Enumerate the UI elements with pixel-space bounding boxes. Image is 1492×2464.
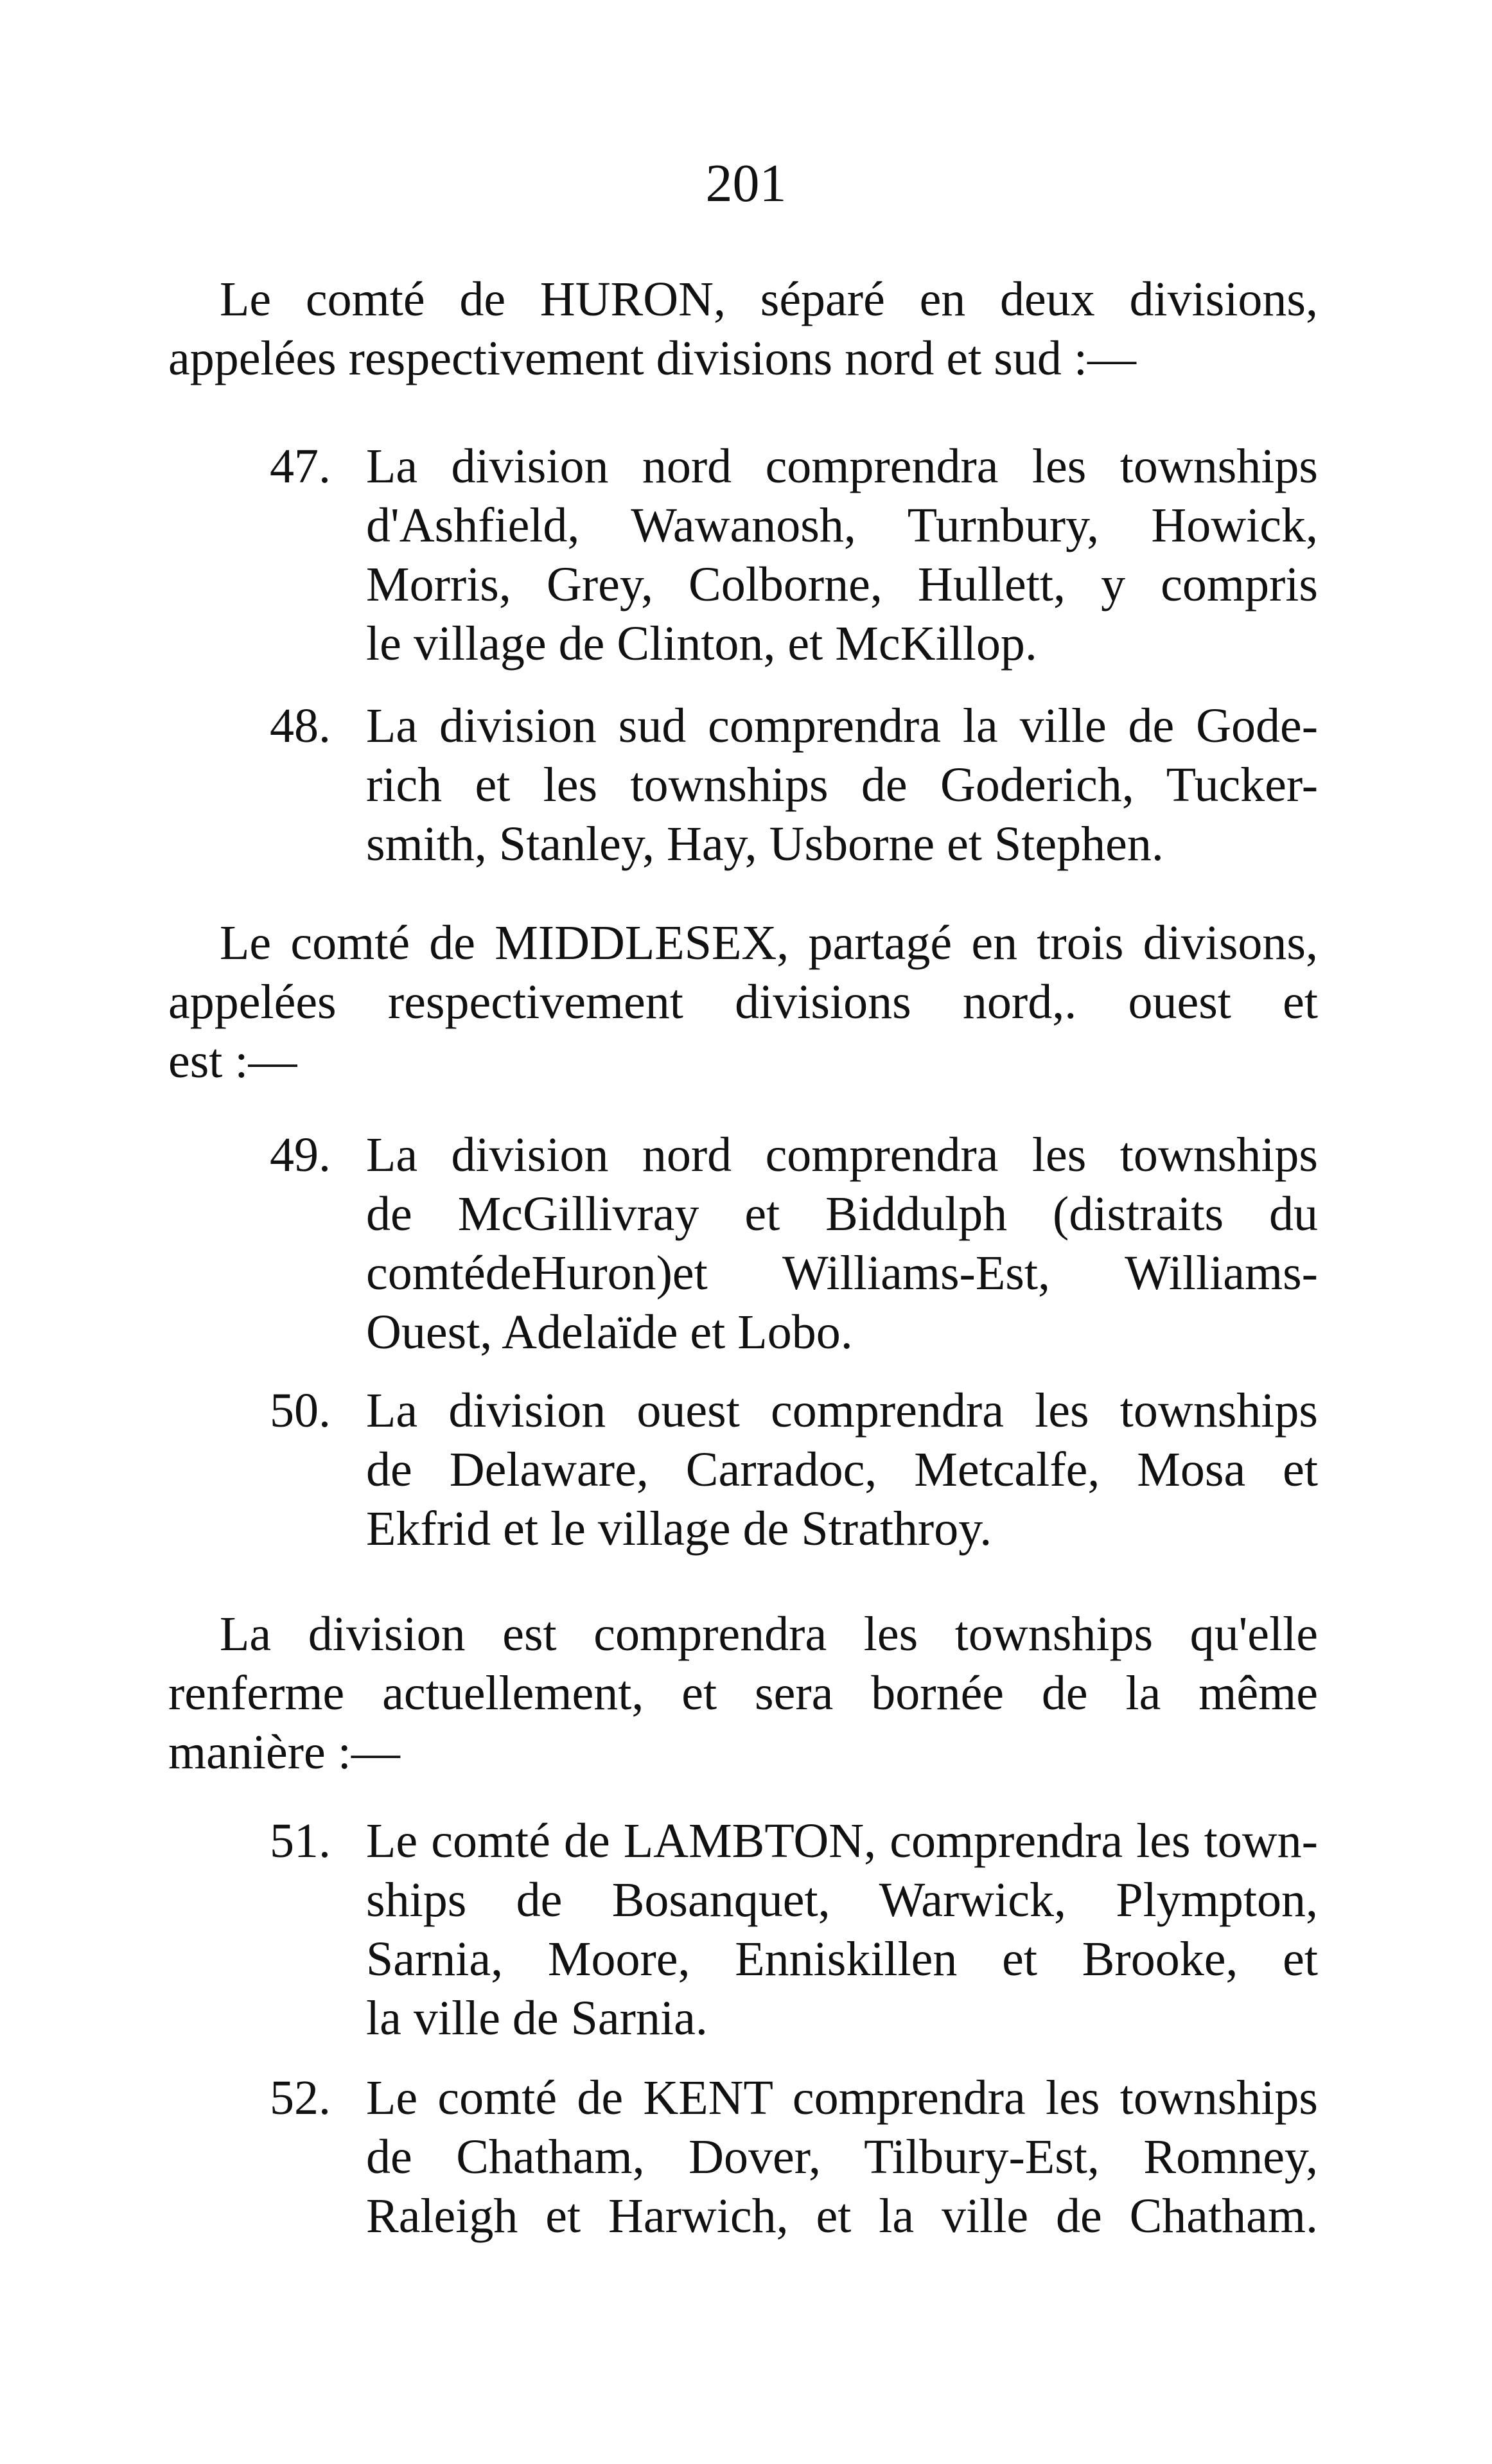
article-line: de Delaware, Carradoc, Metcalfe, Mosa et <box>366 1443 1318 1497</box>
article-number: 48. <box>270 699 331 753</box>
article-line: La division nord comprendra les townships <box>366 1128 1318 1182</box>
article-line: ships de Bosanquet, Warwick, Plympton, <box>366 1873 1318 1927</box>
article-line: smith, Stanley, Hay, Usborne et Stephen. <box>366 817 1164 871</box>
intro-line: Le comté de MIDDLESEX, partagé en trois divisons, <box>220 916 1318 970</box>
article-line: le village de Clinton, et McKillop. <box>366 617 1037 671</box>
intro-line: La division est comprendra les townships qu'elle <box>220 1607 1318 1661</box>
article-text <box>366 1811 1318 2048</box>
article-line: La division ouest comprendra les townships <box>366 1384 1318 1438</box>
section-intro-huron <box>168 270 1318 388</box>
article-line: rich et les townships de Goderich, Tucker- <box>366 758 1318 812</box>
article-line: Ekfrid et le village de Strathroy. <box>366 1502 992 1556</box>
article-line: comtédeHuron)et Williams-Est, Williams- <box>366 1246 1318 1300</box>
article-text <box>366 1125 1318 1362</box>
article-number: 51. <box>270 1814 331 1868</box>
article-text <box>366 1381 1318 1558</box>
section-intro-middlesex <box>168 913 1318 1091</box>
article-line: la ville de Sarnia. <box>366 1991 708 2045</box>
page-number: 201 <box>705 154 787 213</box>
article-number: 49. <box>270 1128 331 1182</box>
article-text <box>366 2068 1318 2246</box>
intro-line: Le comté de HURON, séparé en deux divisions, <box>220 272 1318 326</box>
section-intro-division-est <box>168 1605 1318 1782</box>
article-line: La division nord comprendra les townships <box>366 439 1318 493</box>
article-line: Raleigh et Harwich, et la ville de Chatham. <box>366 2189 1318 2243</box>
article-line: Ouest, Adelaïde et Lobo. <box>366 1305 853 1359</box>
intro-line: renferme actuellement, et sera bornée de la même <box>168 1666 1318 1720</box>
article-line: d'Ashfield, Wawanosh, Turnbury, Howick, <box>366 498 1318 552</box>
intro-line: manière :— <box>168 1725 400 1779</box>
article-line: Le comté de LAMBTON, comprendra les town- <box>366 1814 1318 1868</box>
article-number: 52. <box>270 2071 331 2125</box>
article-line: La division sud comprendra la ville de Gode- <box>366 699 1318 753</box>
intro-line: appelées respectivement divisions nord,. ouest et <box>168 975 1318 1029</box>
article-text <box>366 696 1318 874</box>
article-number: 47. <box>270 439 331 493</box>
article-text <box>366 437 1318 673</box>
article-line: Le comté de KENT comprendra les townships <box>366 2071 1318 2125</box>
intro-line: appelées respectivement divisions nord et sud :— <box>168 331 1136 385</box>
article-line: Morris, Grey, Colborne, Hullett, y compris <box>366 558 1318 612</box>
article-line: de McGillivray et Biddulph (distraits du <box>366 1187 1318 1241</box>
article-line: Sarnia, Moore, Enniskillen et Brooke, et <box>366 1932 1318 1986</box>
article-line: de Chatham, Dover, Tilbury-Est, Romney, <box>366 2130 1318 2184</box>
article-number: 50. <box>270 1384 331 1438</box>
intro-line: est :— <box>168 1034 297 1088</box>
